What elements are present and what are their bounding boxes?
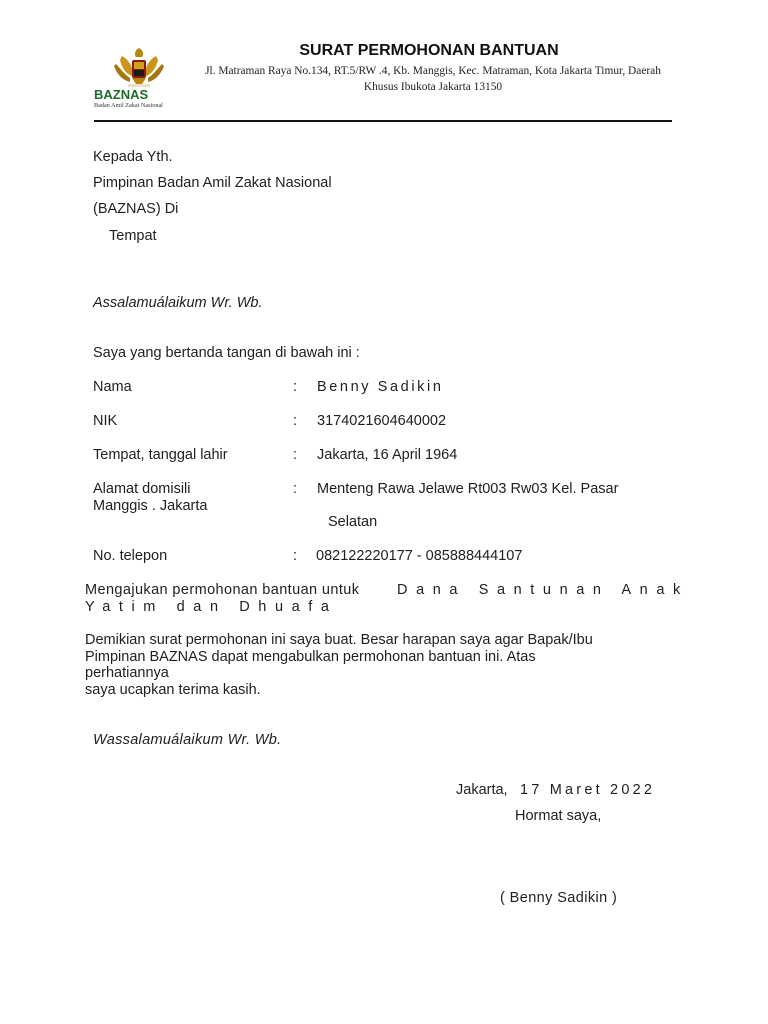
signature-place: Jakarta, [456,782,508,798]
logo-text: BAZNAS [94,87,149,102]
closing-line-4: saya ucapkan terima kasih. [85,682,261,698]
field-separator: : [293,413,298,429]
field-separator: : [293,481,298,497]
request-lead: Mengajukan permohonan bantuan untuk [85,582,360,598]
recipient-line-3: (BAZNAS) Di [93,201,179,217]
field-label-ttl: Tempat, tanggal lahir [93,447,228,463]
signatory-name: ( Benny Sadikin ) [500,890,618,906]
closing-line-2: Pimpinan BAZNAS dapat mengabulkan permohonan bantuan ini. Atas [85,649,536,665]
field-label-alamat: Alamat domisili [93,481,191,497]
recipient-line-4: Tempat [109,228,157,244]
field-value-nama: Benny Sadikin [317,379,444,395]
field-value-ttl: Jakarta, 16 April 1964 [317,447,458,463]
recipient-line-2: Pimpinan Badan Amil Zakat Nasional [93,175,332,191]
institution-address: Jl. Matraman Raya No.134, RT.5/RW .4, Kb. Manggis, Kec. Matraman, Kota Jakarta Timur, Daerah Khusus Ibukota Jakarta 13150 [205,65,661,93]
request-purpose-1: Dana Santunan Anak [397,582,689,598]
logo-subtext: Badan Amil Zakat Nasional [94,102,163,109]
closing-line-1: Demikian surat permohonan ini saya buat. Besar harapan saya agar Bapak/Ibu [85,632,593,648]
signature-date: 17 Maret 2022 [520,782,656,798]
field-label-alamat-2: Manggis . Jakarta [93,498,208,514]
signature-regards: Hormat saya, [515,808,602,824]
field-separator: : [293,447,298,463]
request-purpose-2: Yatim dan Dhuafa [85,599,338,615]
field-value-alamat-2: Selatan [328,514,378,530]
header-divider [94,120,672,122]
field-value-telepon: 082122220177 - 085888444107 [316,548,523,564]
field-value-nik: 3174021604640002 [317,413,447,429]
field-label-nik: NIK [93,413,118,429]
closing-line-3: perhatiannya [85,665,169,681]
intro-statement: Saya yang bertanda tangan di bawah ini : [93,345,360,361]
field-label-telepon: No. telepon [93,548,168,564]
closing-greeting: Wassalamuálaikum Wr. Wb. [93,732,282,748]
recipient-line-1: Kepada Yth. [93,149,173,165]
field-value-alamat-1: Menteng Rawa Jelawe Rt003 Rw03 Kel. Pasar [317,481,619,497]
field-separator: : [293,548,298,564]
field-label-nama: Nama [93,379,132,395]
opening-greeting: Assalamuálaikum Wr. Wb. [93,295,263,311]
letter-title: SURAT PERMOHONAN BANTUAN [299,42,559,59]
field-separator: : [293,379,298,395]
